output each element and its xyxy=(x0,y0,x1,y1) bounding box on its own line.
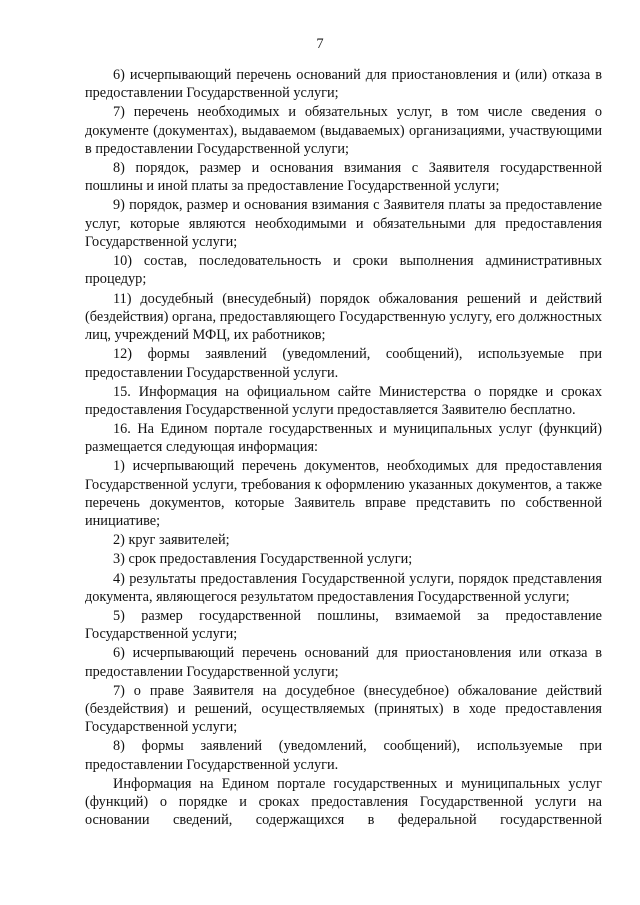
paragraph: 6) исчерпывающий перечень оснований для приостановления или отказа в предоставлении Государственной услуги; xyxy=(85,645,602,680)
paragraph: 9) порядок, размер и основания взимания с Заявителя платы за предоставление услуг, которые являются необходимыми и обязательными для предоставления Государственной услуги; xyxy=(85,197,602,251)
paragraph: 7) о праве Заявителя на досудебное (внесудебное) обжалование действий (бездействия) и решений, осуществляемых (принятых) в ходе предоставления Государственной услуги; xyxy=(85,682,602,736)
paragraph: 16. На Едином портале государственных и муниципальных услуг (функций) размещается следующая информация: xyxy=(85,421,602,456)
paragraph: 11) досудебный (внесудебный) порядок обжалования решений и действий (бездействия) органа, предоставляющего Государственную услугу, его должностных лиц, учреждений МФЦ, их работников; xyxy=(85,290,602,344)
document-body xyxy=(85,66,602,831)
paragraph: 5) размер государственной пошлины, взимаемой за предоставление Государственной услуги; xyxy=(85,607,602,643)
paragraph: 7) перечень необходимых и обязательных услуг, в том числе сведения о документе (документах), выдаваемом (выдаваемых) организациями, участвующими в предоставлении Государственной услуги; xyxy=(85,104,602,157)
paragraph: 1) исчерпывающий перечень документов, необходимых для предоставления Государственной услуги, требования к оформлению указанных документов, а также перечень документов, которые Заявитель вправе представить по собственной инициативе; xyxy=(85,458,602,530)
paragraph: 8) порядок, размер и основания взимания с Заявителя государственной пошлины и иной платы за предоставление Государственной услуги; xyxy=(85,160,602,195)
paragraph: 4) результаты предоставления Государственной услуги, порядок представления документа, являющегося результатом предоставления Государственной услуги; xyxy=(85,570,602,605)
paragraph: 6) исчерпывающий перечень оснований для приостановления и (или) отказа в предоставлении Государственной услуги; xyxy=(85,67,602,102)
paragraph: Информация на Едином портале государственных и муниципальных услуг (функций) о порядке и сроках предоставления Государственной услуги на основании сведений, содержащихся в федеральной государственной xyxy=(85,775,602,829)
paragraph: 3) срок предоставления Государственной услуги; xyxy=(113,551,413,568)
paragraph: 2) круг заявителей; xyxy=(113,532,230,549)
paragraph: 15. Информация на официальном сайте Министерства о порядке и сроках предоставления Государственной услуги предоставляется Заявителю бесплатно. xyxy=(85,383,602,418)
paragraph: 10) состав, последовательность и сроки выполнения административных процедур; xyxy=(85,253,602,288)
paragraph: 8) формы заявлений (уведомлений, сообщений), используемые при предоставлении Государственной услуги. xyxy=(85,738,602,773)
page-number: 7 xyxy=(316,36,324,52)
paragraph: 12) формы заявлений (уведомлений, сообщений), используемые при предоставлении Государственной услуги. xyxy=(85,346,602,381)
